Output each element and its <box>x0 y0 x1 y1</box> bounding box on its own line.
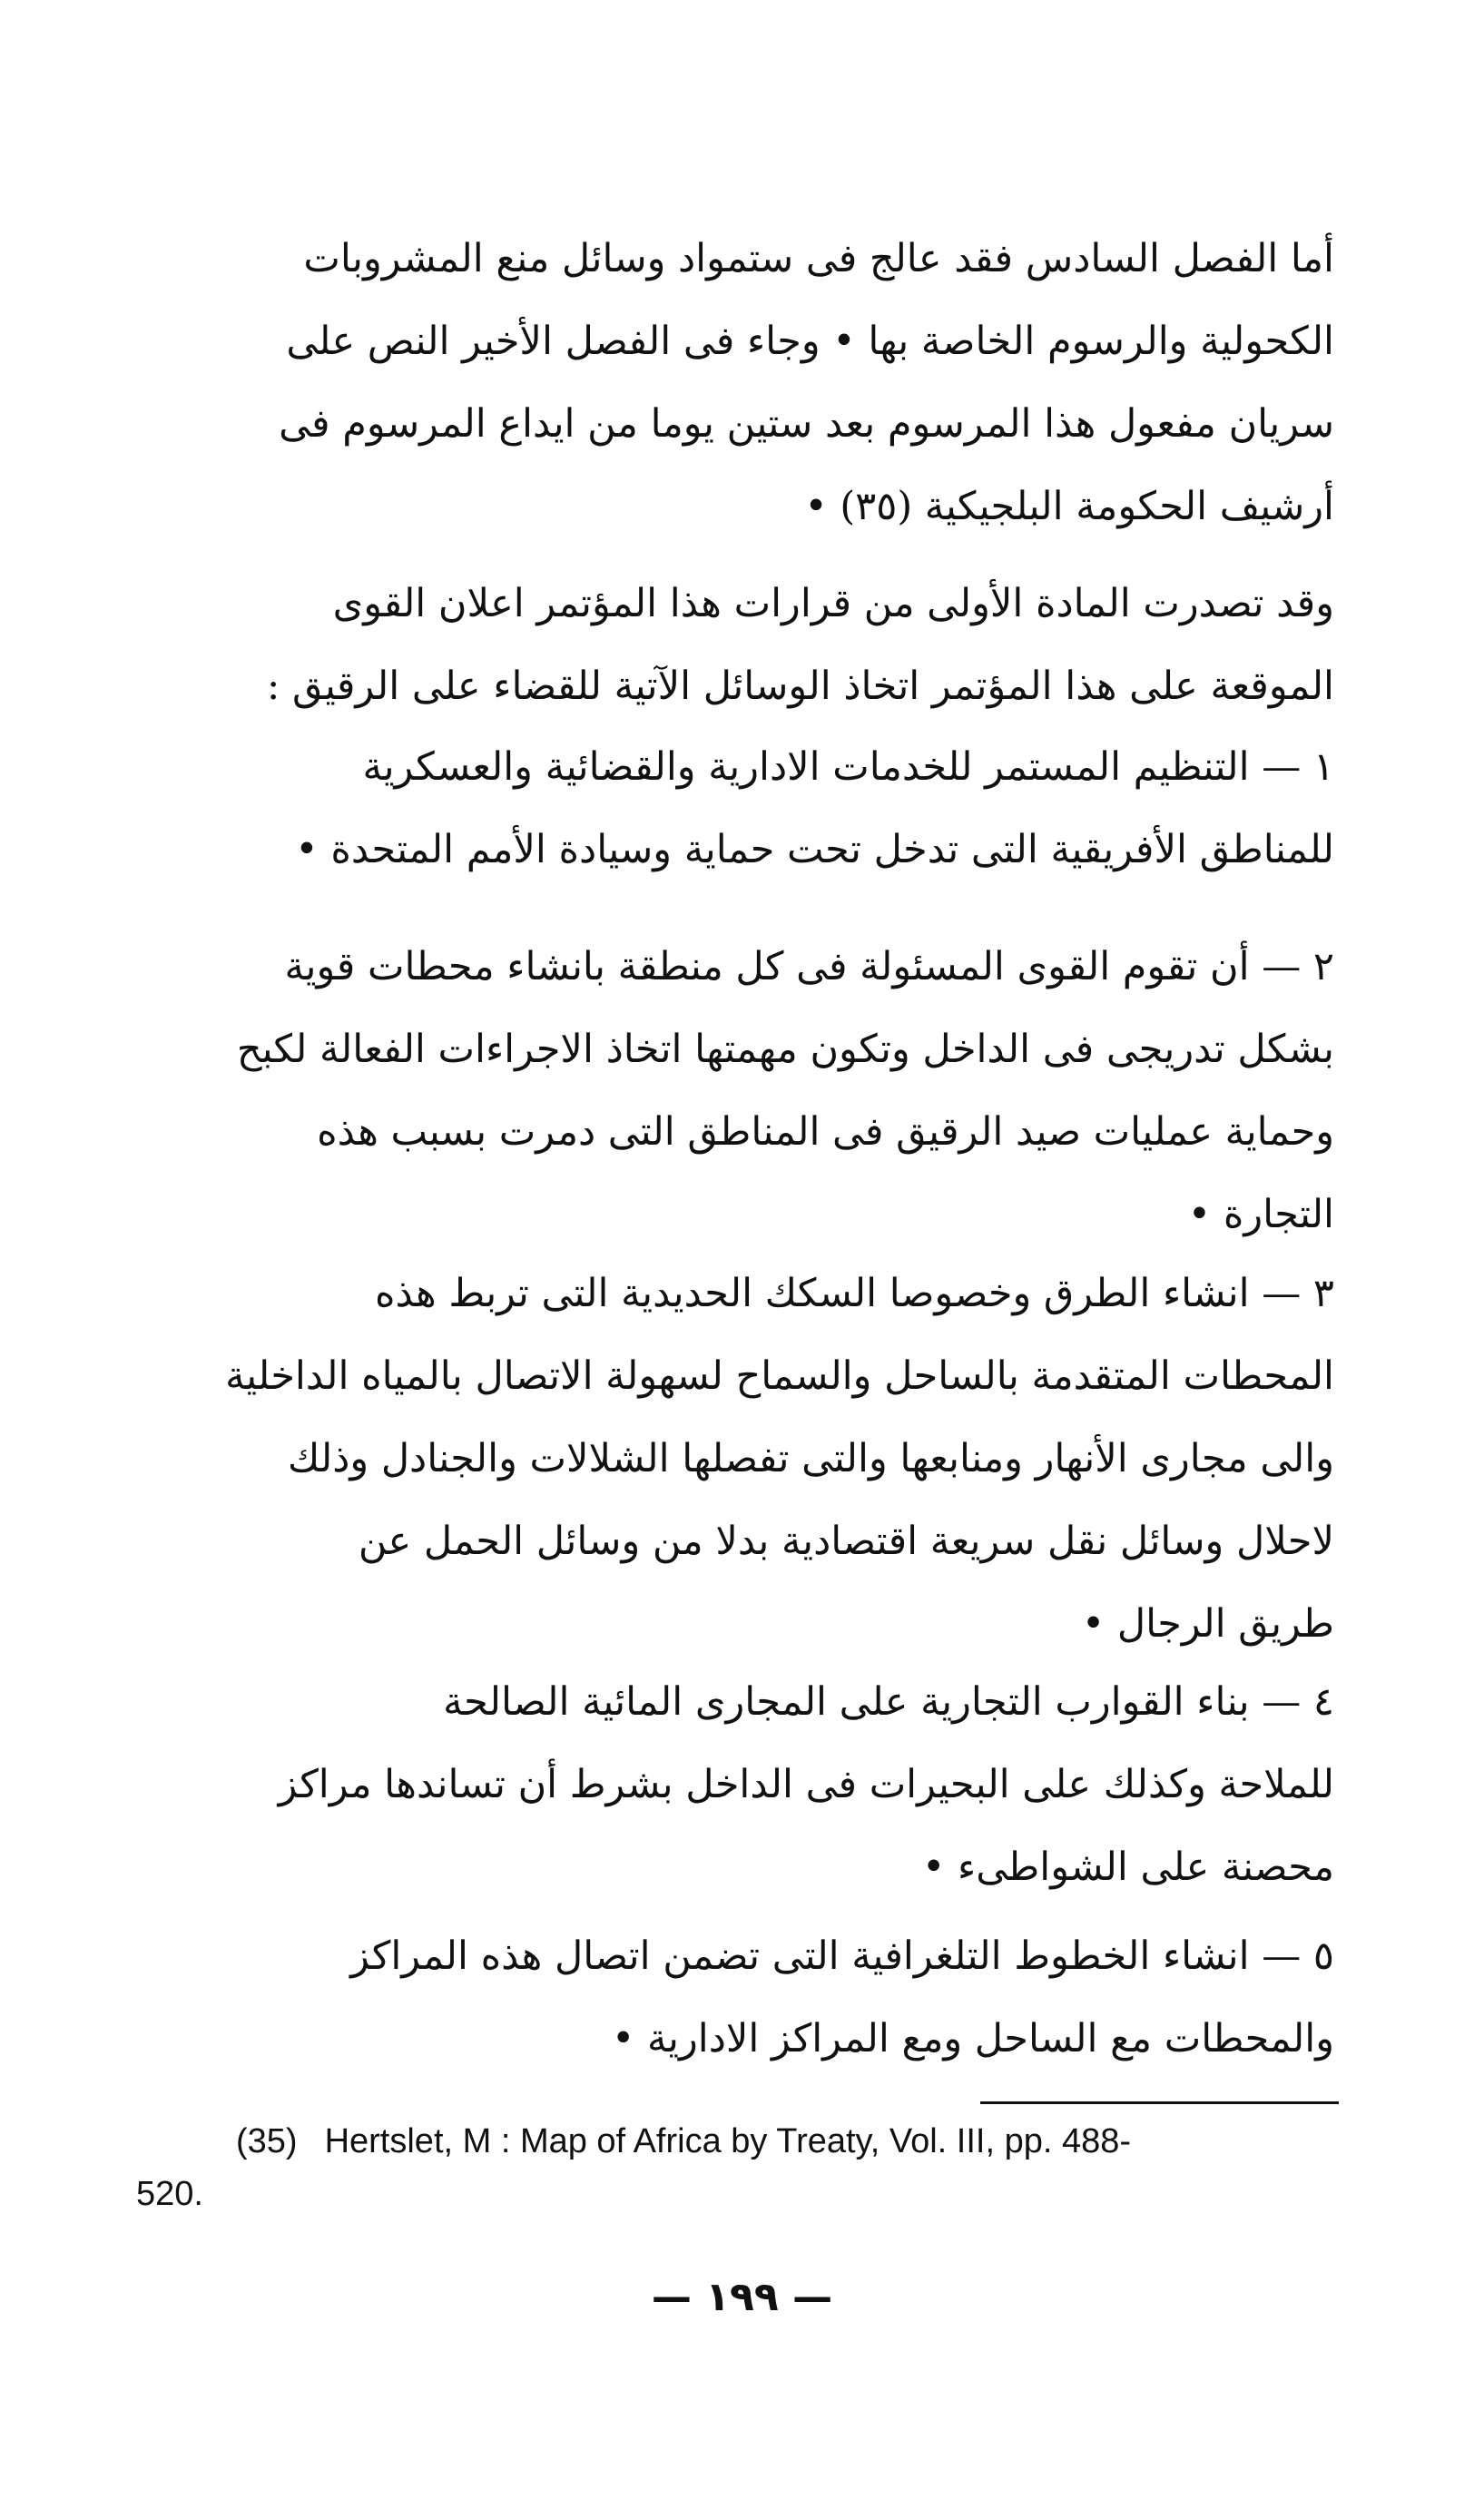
text-line: ٢ — أن تقوم القوى المسئولة فى كل منطقة بانشاء محطات قوية <box>284 944 1334 989</box>
text-line: ١ — التنظيم المستمر للخدمات الادارية والقضائية والعسكرية <box>362 744 1334 790</box>
footnote <box>136 2115 1352 2220</box>
text-line: بشكل تدريجى فى الداخل وتكون مهمتها اتخاذ الاجراءات الفعالة لكبح <box>236 1027 1334 1072</box>
list-item-5 <box>136 1915 1334 2081</box>
text-line: الموقعة على هذا المؤتمر اتخاذ الوسائل الآتية للقضاء على الرقيق : <box>266 664 1334 709</box>
text-line: التجارة • <box>1187 1192 1334 1237</box>
footnote-text: Hertslet, M : Map of Africa by Treaty, Vol. III, pp. 488- <box>324 2122 1132 2160</box>
text-line: للمناطق الأفريقية التى تدخل تحت حماية وسيادة الأمم المتحدة • <box>295 827 1334 872</box>
text-line: محصنة على الشواطىء • <box>921 1845 1334 1890</box>
text-line: طريق الرجال • <box>1081 1601 1334 1647</box>
paragraph-conference-decisions <box>136 563 1334 728</box>
text-line: الكحولية والرسوم الخاصة بها • وجاء فى الفصل الأخير النص على <box>286 319 1334 364</box>
text-line: لاحلال وسائل نقل سريعة اقتصادية بدلا من وسائل الحمل عن <box>358 1519 1334 1564</box>
text-line: ٥ — انشاء الخطوط التلغرافية التى تضمن اتصال هذه المراكز <box>350 1933 1334 1979</box>
footnote-number: (35) <box>236 2122 298 2160</box>
paragraph-chapter-six <box>136 218 1334 548</box>
footnote-line <box>136 2115 1352 2168</box>
text-line: ٤ — بناء القوارب التجارية على المجارى المائية الصالحة <box>443 1679 1334 1725</box>
footnote-continuation: 520. <box>136 2175 203 2213</box>
list-item-2 <box>136 926 1334 1256</box>
text-line: وقد تصدرت المادة الأولى من قرارات هذا المؤتمر اعلان القوى <box>332 581 1334 626</box>
text-line: والمحطات مع الساحل ومع المراكز الادارية • <box>611 2016 1334 2061</box>
page-number: — ١٩٩ — <box>651 2274 833 2320</box>
list-item-1 <box>136 726 1334 891</box>
text-line: للملاحة وكذلك على البحيرات فى الداخل بشرط أن تساندها مراكز <box>278 1762 1334 1807</box>
text-line: أما الفصل السادس فقد عالج فى ستمواد وسائل منع المشروبات <box>303 236 1334 281</box>
list-item-3 <box>136 1253 1334 1666</box>
text-line: وحماية عمليات صيد الرقيق فى المناطق التى دمرت بسبب هذه <box>317 1109 1334 1155</box>
footnote-divider <box>980 2101 1339 2104</box>
text-line: والى مجارى الأنهار ومنابعها والتى تفصلها الشلالات والجنادل وذلك <box>287 1436 1334 1481</box>
text-line: سريان مفعول هذا المرسوم بعد ستين يوما من ايداع المرسوم فى <box>279 401 1334 447</box>
list-item-4 <box>136 1661 1334 1909</box>
text-line: أرشيف الحكومة البلجيكية (٣٥) • <box>804 484 1334 529</box>
text-line: المحطات المتقدمة بالساحل والسماح لسهولة الاتصال بالمياه الداخلية <box>225 1353 1334 1399</box>
text-line: ٣ — انشاء الطرق وخصوصا السكك الحديدية التى تربط هذه <box>374 1271 1334 1316</box>
